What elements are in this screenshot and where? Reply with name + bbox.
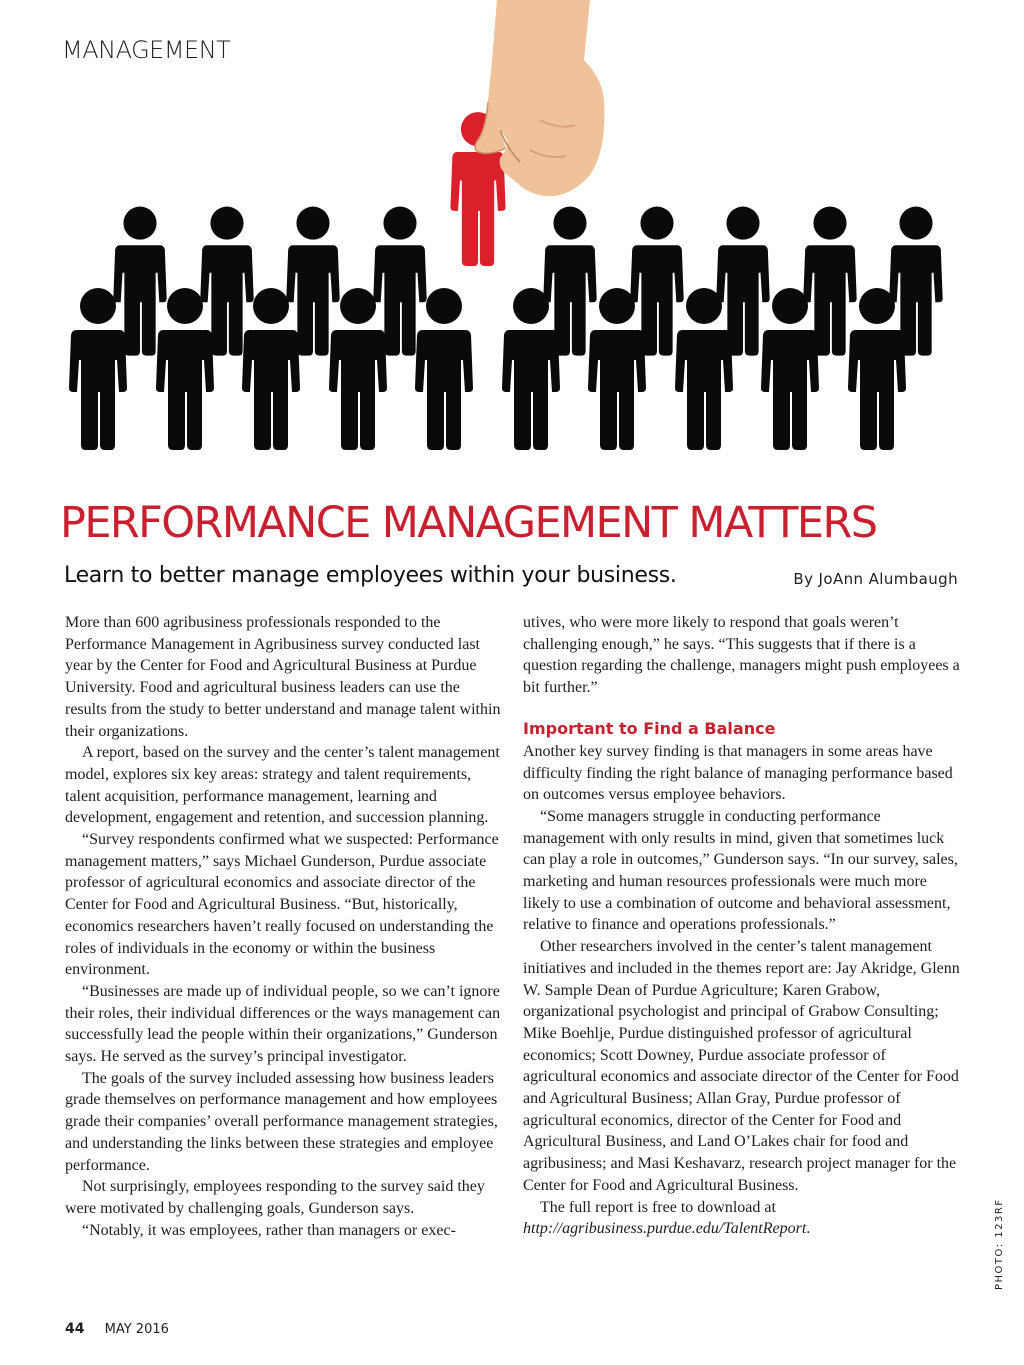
section-label: MANAGEMENT: [62, 36, 231, 64]
page-footer: [65, 1321, 169, 1337]
article-title: PERFORMANCE MANAGEMENT MATTERS: [60, 498, 877, 548]
paragraph: Other researchers involved in the center’s talent management initiatives and included in the themes report are: Jay Akridge, Glenn W. Sample Dean of Purdue Agriculture; Karen Grabow, organizational psychologist and principal of Grabow Consulting; Mike Boehlje, Purdue distinguished professor of agricultural economics; Scott Downey, Purdue associate professor of agricultural economics and associate director of the Center for Food and Agricultural Business; Allan Gray, Purdue professor of agricultural economics, director of the Center for Food and Agricultural Business, and Land O’Lakes chair for food and agribusiness; and Masi Keshavarz, research project manager for the Center for Food and Agricultural Business.: [523, 938, 960, 1194]
paragraph-text: .: [806, 1220, 811, 1238]
byline: By JoAnn Alumbaugh: [793, 570, 958, 588]
paragraph: A report, based on the survey and the center’s talent management model, explores six key areas: strategy and talent requirements, talent acquisition, performance management, learning and development, engagement and retention, and succession planning.: [65, 744, 500, 827]
person-figure-icon: [329, 288, 387, 450]
person-figure-icon: [156, 288, 214, 450]
paragraph: “Some managers struggle in conducting performance management with only results in mind, given that sometimes luck can play a role in outcomes,” Gunderson says. “In our survey, sales, marketing and human resources professionals were much more likely to use a combination of outcome and behavioral assessment, relative to finance and operations professionals.”: [523, 807, 958, 934]
paragraph: [523, 1197, 963, 1240]
article-subtitle: Learn to better manage employees within your business.: [64, 563, 677, 588]
paragraph: The goals of the survey included assessing how business leaders grade themselves on performance management and how employees grade their companies’ overall performance management strategies, and understanding the links between these strategies and employee performance.: [65, 1069, 498, 1174]
person-figure-icon: [415, 288, 473, 450]
paragraph: More than 600 agribusiness professionals responded to the Performance Management in Agribusiness survey conducted last year by the Center for Food and Agricultural Business at Purdue University. Food and agricultural business leaders can use the results from the study to better understand and manage talent within their organizations.: [65, 614, 501, 740]
paragraph: Not surprisingly, employees responding to the survey said they were motivated by challenging goals, Gunderson says.: [65, 1178, 485, 1217]
subhead: Important to Find a Balance: [523, 718, 776, 738]
paragraph: “Survey respondents confirmed what we suspected: Performance management matters,” says Michael Gunderson, Purdue associate professor of agricultural economics and associate director of the Center for Food and Agricultural Business. “But, historically, economics researchers haven’t really focused on understanding the roles of individuals in the economy or within the business environment.: [65, 831, 499, 979]
paragraph: “Notably, it was employees, rather than managers or exec-: [82, 1221, 456, 1239]
paragraph: utives, who were more likely to respond that goals weren’t challenging enough,” he says. “This suggests that if there is a question regarding the challenge, managers might push employees a bit further.”: [523, 614, 960, 697]
person-figure-icon: [242, 288, 300, 450]
person-figure-icon: [588, 288, 646, 450]
left-column: [65, 612, 503, 1241]
page-number: 44: [65, 1321, 85, 1337]
photo-credit: PHOTO: 123RF: [994, 1198, 1005, 1290]
paragraph-text: The full report is free to download at: [540, 1198, 776, 1216]
paragraph: Another key survey finding is that managers in some areas have difficulty finding the right balance of managing performance based on outcomes versus employee behaviors.: [523, 742, 953, 804]
hero-illustration: [0, 0, 1024, 470]
person-figure-icon: [502, 288, 560, 450]
report-link[interactable]: http://agribusiness.purdue.edu/TalentReport: [523, 1220, 807, 1238]
right-column: [523, 612, 963, 1240]
person-figure-icon: [675, 288, 733, 450]
person-figure-icon: [848, 288, 906, 450]
front-row-figures: [69, 288, 906, 450]
person-figure-icon: [761, 288, 819, 450]
person-figure-icon: [69, 288, 127, 450]
issue-date: MAY 2016: [104, 1322, 169, 1337]
paragraph: “Businesses are made up of individual people, so we can’t ignore their roles, their individual differences or the ways management can successfully lead the people within their organizations,” Gunderson says. He served as the survey’s principal investigator.: [65, 982, 501, 1066]
